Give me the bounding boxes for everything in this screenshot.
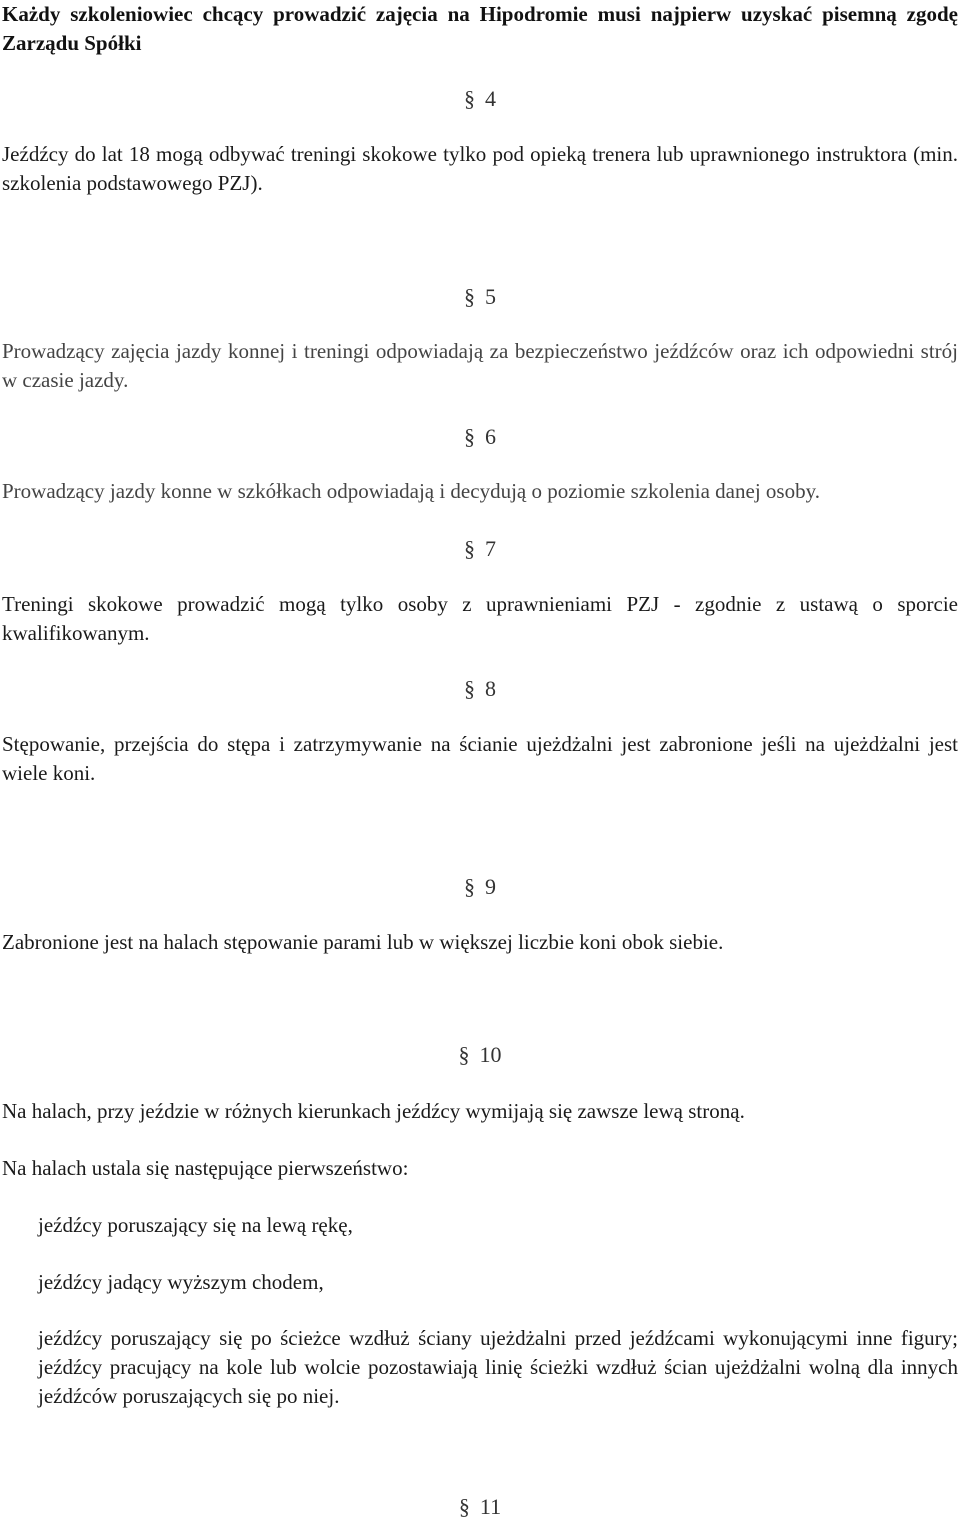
section-10-priority-intro: Na halach ustala się następujące pierwszeństwo:	[2, 1156, 409, 1180]
section-number: 6	[485, 424, 496, 449]
section-heading-9	[0, 874, 960, 900]
section-5-paragraph: Prowadzący zajęcia jazdy konnej i treningi odpowiadają za bezpieczeństwo jeźdźców oraz ich odpowiedni strój w czasie jazdy.	[2, 339, 958, 392]
section-number: 4	[485, 86, 496, 111]
section-number: 7	[485, 536, 496, 561]
section-10-paragraph: Na halach, przy jeździe w różnych kierunkach jeźdźcy wymijają się zawsze lewą stroną.	[2, 1099, 745, 1123]
section-8-paragraph: Stępowanie, przejścia do stępa i zatrzymywanie na ścianie ujeżdżalni jest zabronione jeśli na ujeżdżalni jest wiele koni.	[2, 732, 958, 785]
section-heading-5	[0, 284, 960, 310]
section-number: 10	[479, 1042, 502, 1067]
section-sign: §	[464, 284, 475, 309]
section-heading-10	[0, 1042, 960, 1068]
section-number: 9	[485, 874, 496, 899]
section-number: 5	[485, 284, 496, 309]
priority-list-item: jeźdźcy poruszający się na lewą rękę,	[38, 1213, 353, 1237]
section-heading-4	[0, 86, 960, 112]
section-7-paragraph: Treningi skokowe prowadzić mogą tylko osoby z uprawnieniami PZJ - zgodnie z ustawą o sporcie kwalifikowanym.	[2, 592, 958, 645]
section-heading-6	[0, 424, 960, 450]
section-heading-8	[0, 676, 960, 702]
section-sign: §	[458, 1494, 470, 1519]
section-sign: §	[464, 424, 475, 449]
section-number: 8	[485, 676, 496, 701]
section-sign: §	[464, 536, 475, 561]
priority-list-item: jeźdźcy poruszający się po ścieżce wzdłuż ściany ujeżdżalni przed jeźdźcami wykonującymi inne figury; jeźdźcy pracujący na kole lub wolcie pozostawiają linię ścieżki wzdłuż ścian ujeżdżalni wolną dla innych jeźdźców poruszających się po niej.	[38, 1326, 958, 1408]
section-4-paragraph: Jeźdźcy do lat 18 mogą odbywać treningi skokowe tylko pod opieką trenera lub uprawnionego instruktora (min. szkolenia podstawowego PZJ).	[2, 142, 958, 195]
section-heading-7	[0, 536, 960, 562]
section-sign: §	[464, 86, 475, 111]
section-sign: §	[464, 676, 475, 701]
section-6-paragraph: Prowadzący jazdy konne w szkółkach odpowiadają i decydują o poziomie szkolenia danej osoby.	[2, 479, 820, 503]
intro-paragraph: Każdy szkoleniowiec chcący prowadzić zajęcia na Hipodromie musi najpierw uzyskać pisemną zgodę Zarządu Spółki	[2, 2, 958, 55]
section-sign: §	[458, 1042, 470, 1067]
section-sign: §	[464, 874, 475, 899]
section-number: 11	[479, 1494, 502, 1519]
section-heading-11	[0, 1494, 960, 1520]
section-9-paragraph: Zabronione jest na halach stępowanie parami lub w większej liczbie koni obok siebie.	[2, 930, 724, 954]
priority-list-item: jeźdźcy jadący wyższym chodem,	[38, 1270, 324, 1294]
